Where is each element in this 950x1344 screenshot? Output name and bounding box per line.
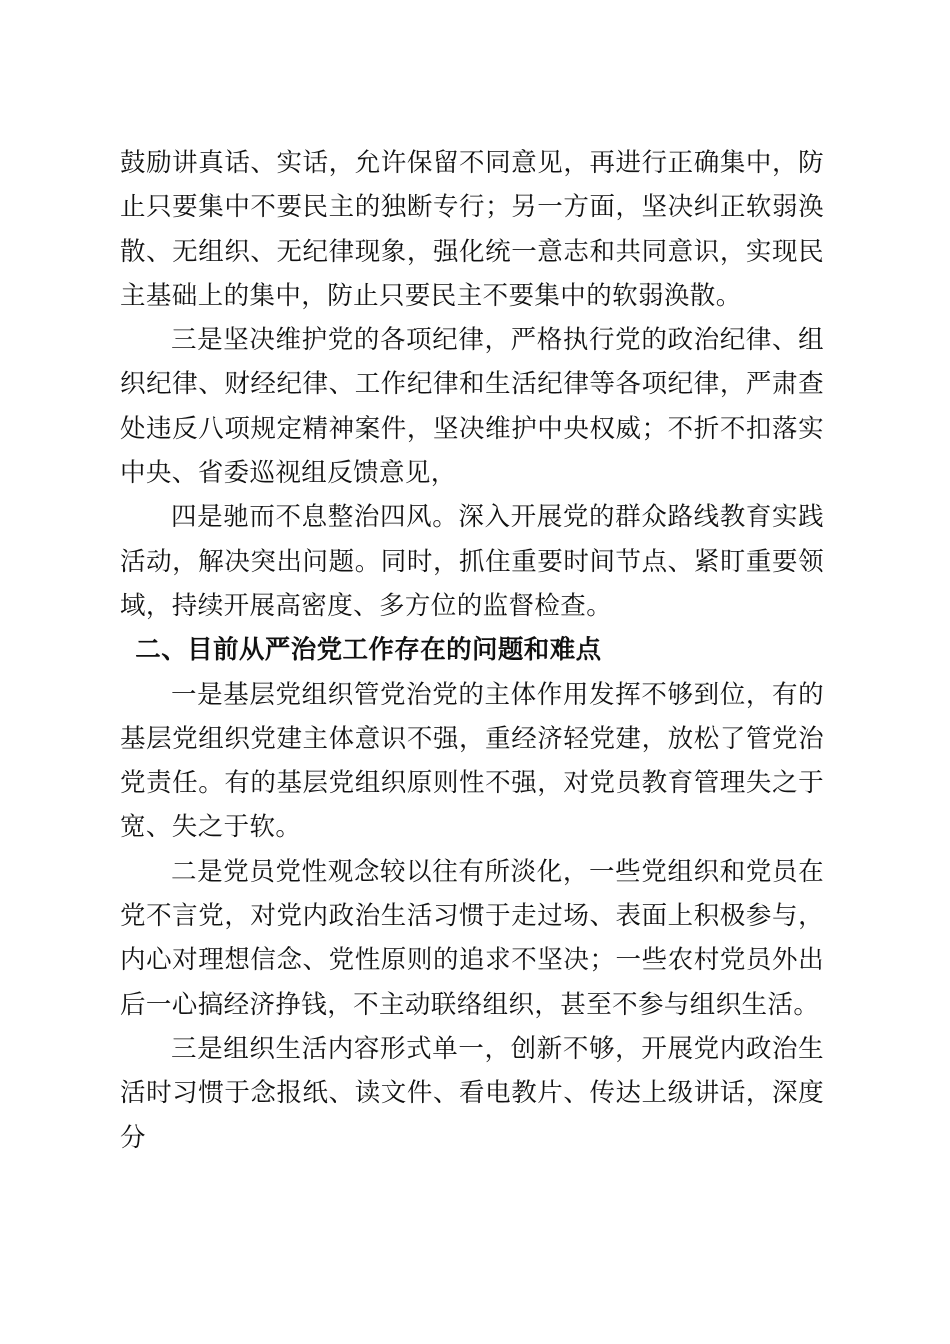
paragraph-problem-three: 三是组织生活内容形式单一，创新不够，开展党内政治生活时习惯于念报纸、读文件、看电教片、传达上级讲话，深度分 — [120, 1033, 824, 1153]
document-body — [120, 141, 824, 1160]
paragraph-four-styles: 四是驰而不息整治四风。深入开展党的群众路线教育实践活动，解决突出问题。同时，抓住重要时间节点、紧盯重要领域，持续开展高密度、多方位的监督检查。 — [120, 502, 824, 621]
paragraph-problem-two: 二是党员党性观念较以往有所淡化，一些党组织和党员在党不言党，对党内政治生活习惯于走过场、表面上积极参与，内心对理想信念、党性原则的追求不坚决；一些农村党员外出后一心搞经济挣钱，不主动联络组织，甚至不参与组织生活。 — [120, 856, 824, 1020]
paragraph-discipline: 三是坚决维护党的各项纪律，严格执行党的政治纪律、组织纪律、财经纪律、工作纪律和生活纪律等各项纪律，严肃查处违反八项规定精神案件，坚决维护中央权威；不折不扣落实中央、省委巡视组反馈意见， — [120, 325, 824, 489]
paragraph-problem-one: 一是基层党组织管党治党的主体作用发挥不够到位，有的基层党组织党建主体意识不强，重经济轻党建，放松了管党治党责任。有的基层党组织原则性不强，对党员教育管理失之于宽、失之于软。 — [120, 679, 824, 843]
paragraph-continuation: 鼓励讲真话、实话，允许保留不同意见，再进行正确集中，防止只要集中不要民主的独断专行；另一方面，坚决纠正软弱涣散、无组织、无纪律现象，强化统一意志和共同意识，实现民主基础上的集中，防止只要民主不要集中的软弱涣散。 — [120, 148, 824, 311]
section-heading-problems: 二、目前从严治党工作存在的问题和难点 — [135, 635, 602, 666]
